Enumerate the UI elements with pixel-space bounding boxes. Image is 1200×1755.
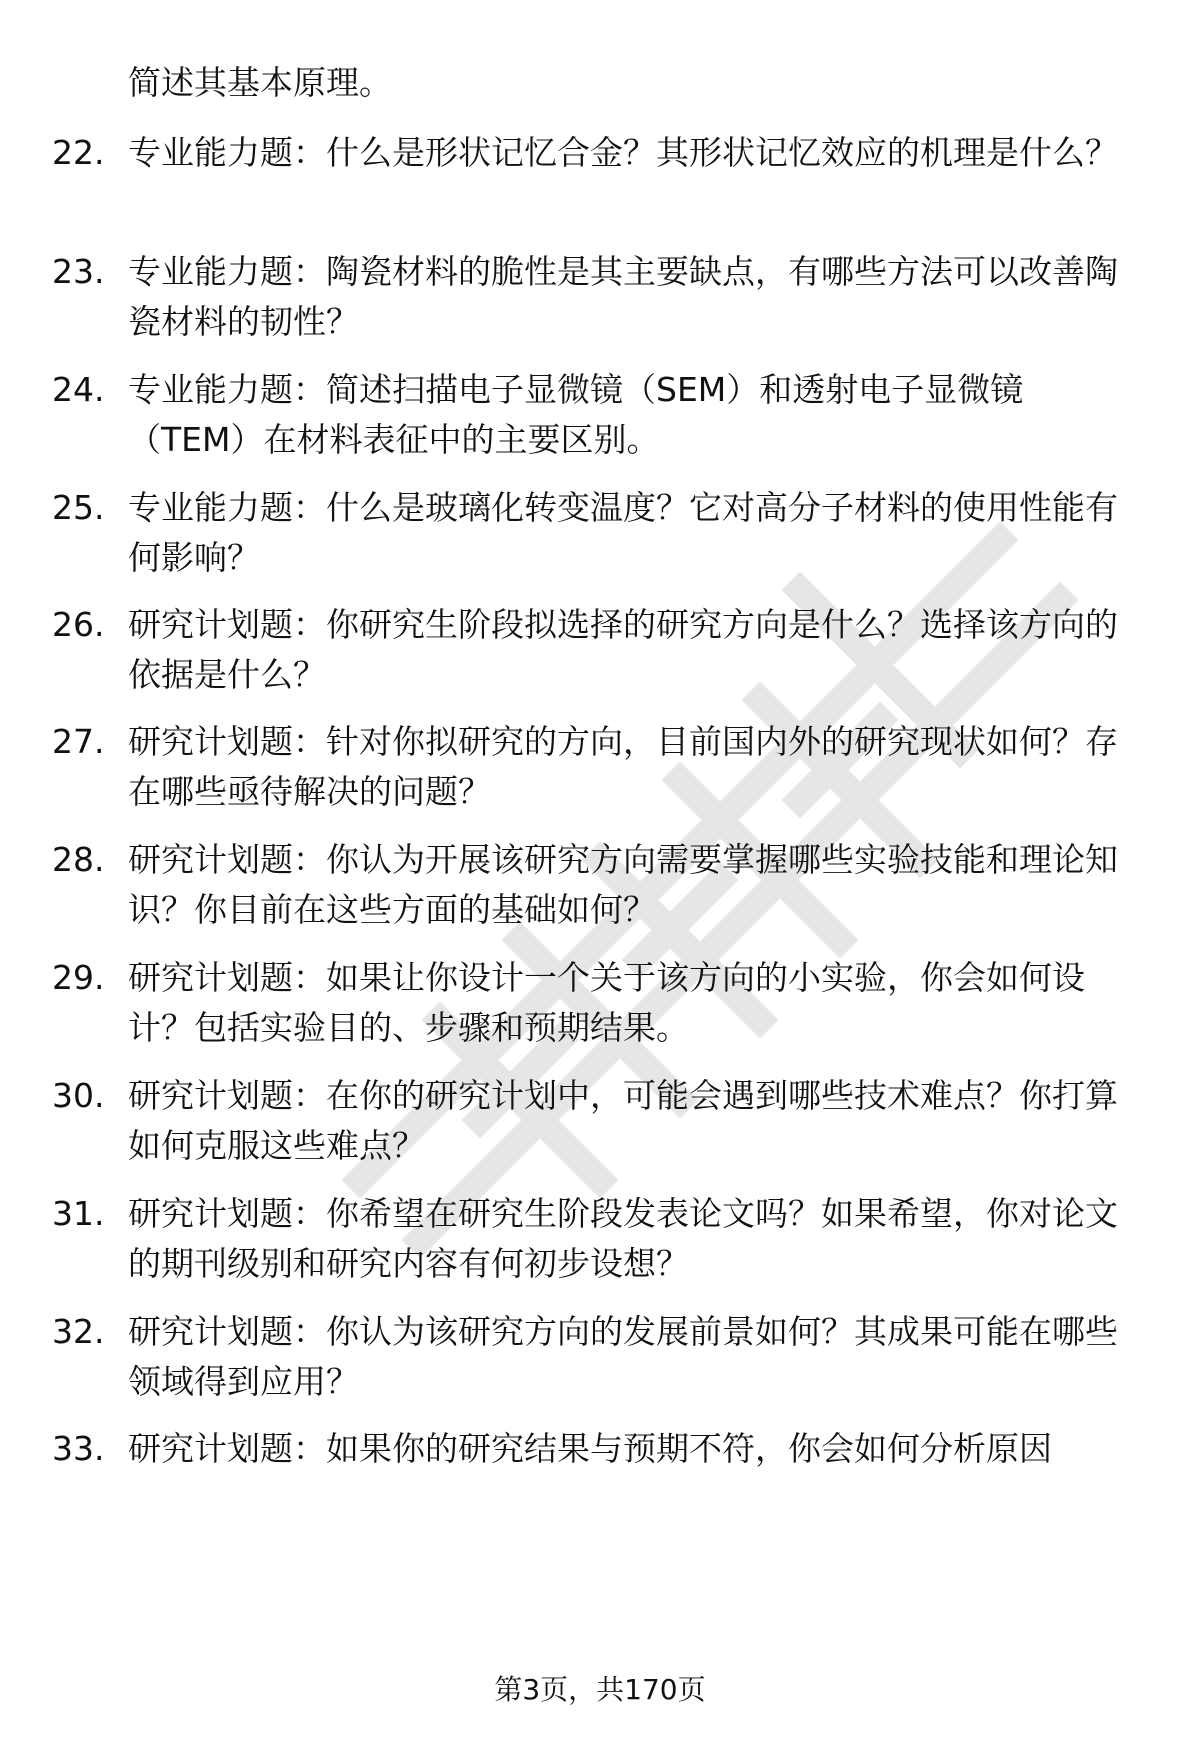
question-text: 研究计划题：如果你的研究结果与预期不符，你会如何分析原因 [128,1429,1052,1468]
question-text: 研究计划题：针对你拟研究的方向，目前国内外的研究现状如何？存在哪些亟待解决的问题？ [128,722,1118,811]
question-number: 22. [52,133,105,172]
question-text: 研究计划题：你认为开展该研究方向需要掌握哪些实验技能和理论知识？你目前在这些方面的基础如何？ [128,840,1118,929]
question-text: 专业能力题：陶瓷材料的脆性是其主要缺点，有哪些方法可以改善陶瓷材料的韧性？ [128,252,1118,341]
question-text: 专业能力题：什么是形状记忆合金？其形状记忆效应的机理是什么？ [128,133,1118,172]
question-text: 专业能力题：简述扫描电子显微镜（SEM）和透射电子显微镜（TEM）在材料表征中的主要区别。 [128,370,1024,459]
question-number: 29. [52,958,105,997]
question-number: 32. [52,1312,105,1351]
lead-text: 简述其基本原理。 [128,63,392,102]
question-number: 28. [52,840,105,879]
question-number: 31. [52,1194,105,1233]
question-number: 27. [52,722,105,761]
question-number: 23. [52,252,105,291]
question-number: 26. [52,605,105,644]
question-text: 研究计划题：在你的研究计划中，可能会遇到哪些技术难点？你打算如何克服这些难点？ [128,1076,1118,1165]
question-text: 研究计划题：你希望在研究生阶段发表论文吗？如果希望，你对论文的期刊级别和研究内容有何初步设想？ [128,1194,1118,1283]
question-text: 专业能力题：什么是玻璃化转变温度？它对高分子材料的使用性能有何影响？ [128,488,1118,577]
page-footer: 第3页，共170页 [494,1673,706,1706]
question-number: 25. [52,488,105,527]
question-text: 研究计划题：你认为该研究方向的发展前景如何？其成果可能在哪些领域得到应用？ [128,1312,1118,1401]
question-number: 33. [52,1429,105,1468]
question-number: 24. [52,370,105,409]
question-text: 研究计划题：如果让你设计一个关于该方向的小实验，你会如何设计？包括实验目的、步骤和预期结果。 [128,958,1085,1047]
question-number: 30. [52,1076,105,1115]
question-text: 研究计划题：你研究生阶段拟选择的研究方向是什么？选择该方向的依据是什么？ [128,605,1118,694]
